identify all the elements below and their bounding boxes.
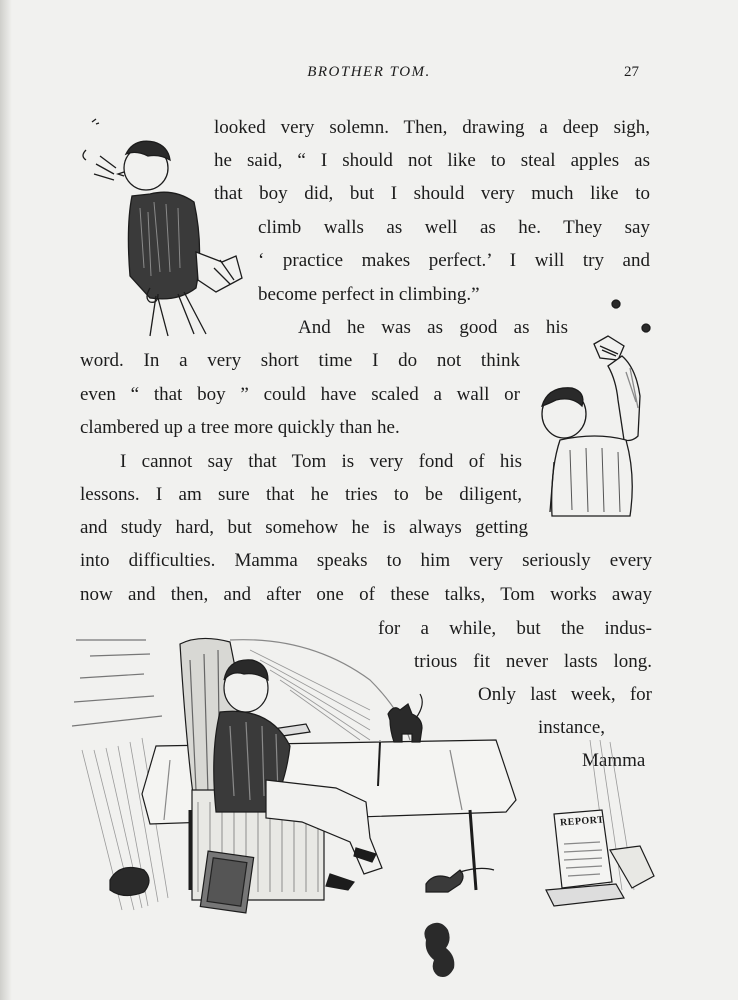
text-line: now and then, and after one of these talks, Tom works away	[80, 584, 652, 605]
page-number: 27	[624, 64, 639, 80]
boy-whistling-illustration	[74, 112, 246, 340]
text-line: and study hard, but somehow he is always getting	[80, 517, 528, 538]
text-line: even “ that boy ” could have scaled a wall or	[80, 384, 520, 405]
text-line: for a while, but the indus-	[378, 618, 652, 639]
text-line: clambered up a tree more quickly than he.	[80, 417, 400, 438]
boy-climbing-illustration	[530, 292, 658, 520]
sleeping-boy-illustration	[70, 630, 662, 916]
text-line: ‘ practice makes perfect.’ I will try and	[258, 250, 650, 271]
text-line: I cannot say that Tom is very fond of his	[120, 451, 522, 472]
text-line: And he was as good as his	[298, 317, 568, 338]
report-sign-label: REPORT	[559, 814, 605, 829]
page-gutter-shadow	[0, 0, 12, 1000]
text-line: climb walls as well as he. They say	[258, 217, 650, 238]
text-line: he said, “ I should not like to steal apples as	[214, 150, 650, 171]
text-line: Only last week, for	[478, 684, 652, 705]
text-line: word. In a very short time I do not think	[80, 350, 520, 371]
text-line: instance,	[538, 717, 606, 738]
text-line: lessons. I am sure that he tries to be diligent,	[80, 484, 522, 505]
ink-stain	[418, 920, 464, 982]
text-line: looked very solemn. Then, drawing a deep sigh,	[214, 117, 650, 138]
running-header: BROTHER TOM.	[307, 64, 431, 80]
text-line: become perfect in climbing.”	[258, 284, 480, 305]
text-line: into difficulties. Mamma speaks to him very seriously every	[80, 550, 652, 571]
text-line: that boy did, but I should very much like to	[214, 183, 650, 204]
text-line: trious fit never lasts long.	[414, 651, 652, 672]
text-line: Mamma	[582, 750, 646, 771]
